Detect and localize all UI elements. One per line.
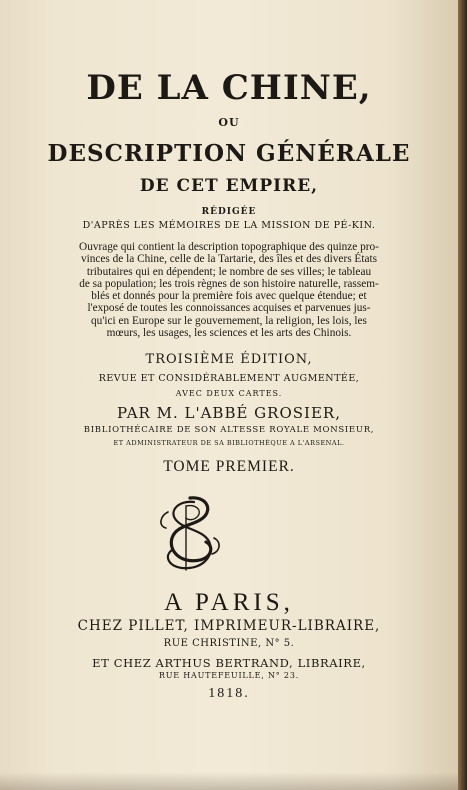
book-title: DE LA CHINE, bbox=[86, 68, 372, 108]
subtitle-empire: DE CET EMPIRE, bbox=[139, 176, 319, 196]
description-line: blés et donnés pour la première fois avec quelque étendue; et bbox=[91, 290, 367, 303]
publication-year: 1818. bbox=[208, 686, 250, 701]
monogram-ornament bbox=[150, 490, 230, 576]
redigee-label: RÉDIGÉE bbox=[201, 207, 257, 217]
description-line: de sa population; les trois règnes de son histoire naturelle, rassem- bbox=[79, 277, 379, 290]
book-binding-edge bbox=[458, 0, 467, 790]
bibliothecaire-line: BIBLIOTHÉCAIRE DE SON ALTESSE ROYALE MONSIEUR, bbox=[83, 425, 375, 435]
description-line: vinces de la Chine, celle de la Tartarie, des îles et des divers États bbox=[80, 253, 378, 266]
conjunction-ou: OU bbox=[218, 116, 240, 129]
description-line: qu'ici en Europe sur le gouvernement, la religion, les lois, les bbox=[91, 314, 367, 327]
revue-line: REVUE ET CONSIDÉRABLEMENT AUGMENTÉE, bbox=[98, 373, 360, 384]
description-line: tributaires qui en dépendent; le nombre de ses villes; le tableau bbox=[86, 265, 372, 278]
publisher-address: RUE CHRISTINE, N° 5. bbox=[163, 638, 295, 649]
content-description bbox=[28, 241, 430, 339]
second-publisher-line: ET CHEZ ARTHUS BERTRAND, LIBRAIRE, bbox=[92, 656, 366, 670]
page-bottom-shadow bbox=[0, 772, 458, 790]
administrateur-line: ET ADMINISTRATEUR DE SA BIBLIOTHÈQUE A L'ARSENAL. bbox=[113, 439, 345, 447]
subtitle-description: DESCRIPTION GÉNÉRALE bbox=[47, 140, 411, 167]
description-line: Ouvrage qui contient la description topographique des quinze pro- bbox=[79, 241, 379, 253]
edition-line: TROISIÈME ÉDITION, bbox=[145, 352, 313, 367]
tome-label: TOME PREMIER. bbox=[163, 458, 295, 475]
publisher-line: CHEZ PILLET, IMPRIMEUR-LIBRAIRE, bbox=[77, 618, 381, 634]
cartes-line: AVEC DEUX CARTES. bbox=[175, 389, 283, 398]
description-line: mœurs, les usages, les sciences et les arts des Chinois. bbox=[106, 327, 352, 340]
city-line: A PARIS, bbox=[164, 589, 294, 616]
memoires-line: D'APRÈS LES MÉMOIRES DE LA MISSION DE PÉ-KIN. bbox=[82, 220, 376, 231]
author-line: PAR M. L'ABBÉ GROSIER, bbox=[117, 404, 341, 422]
second-publisher-address: RUE HAUTEFEUILLE, N° 23. bbox=[158, 671, 300, 680]
description-line: l'exposé de toutes les connoissances acquises et parvenues jus- bbox=[87, 302, 371, 315]
